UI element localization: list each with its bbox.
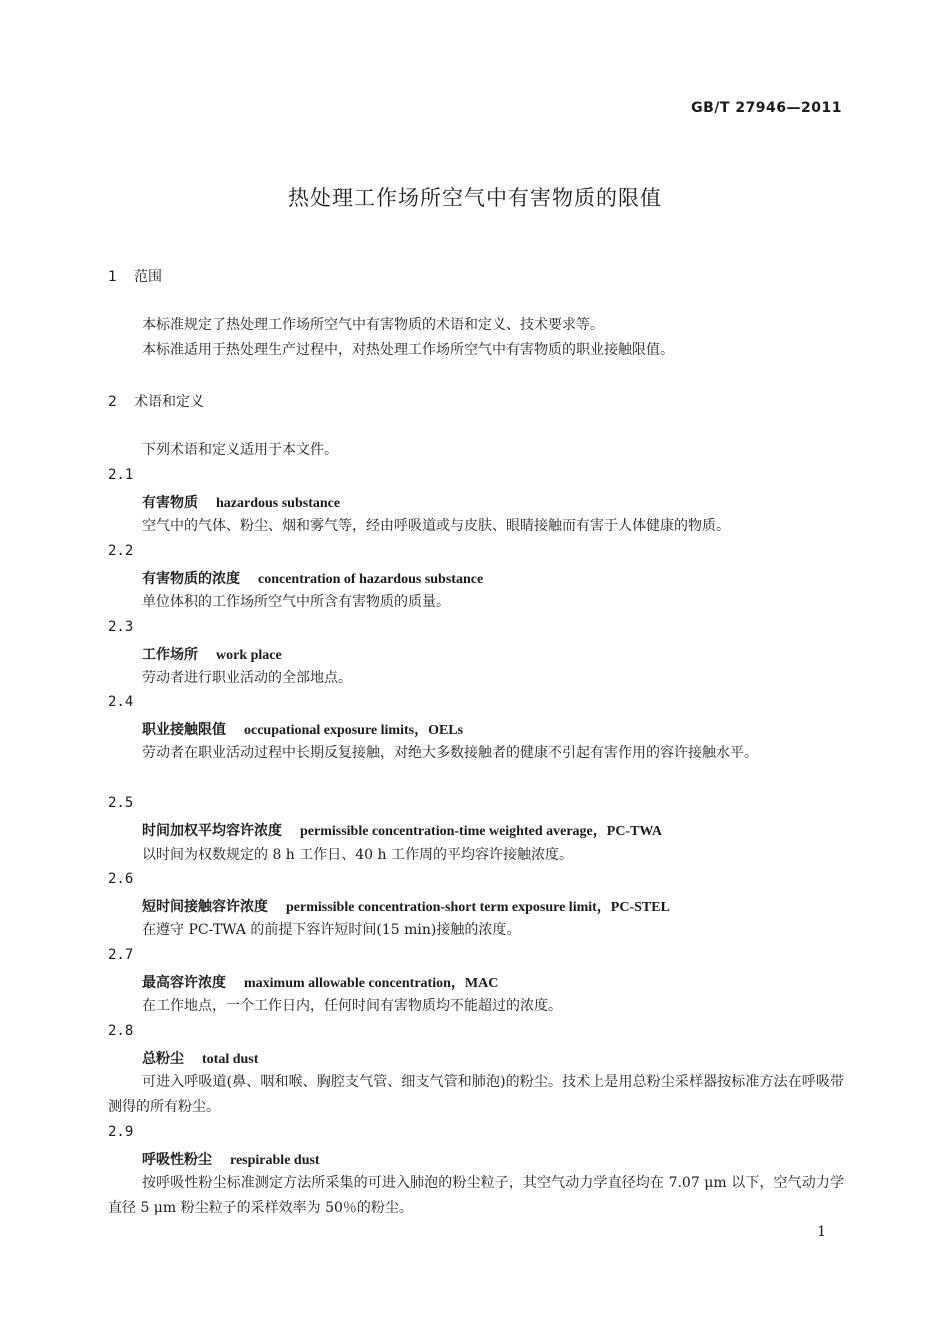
term-english: permissible concentration-short term exposure limit，PC-STEL (286, 900, 670, 915)
term-definition: 按呼吸性粉尘标准测定方法所采集的可进入肺泡的粉尘粒子，其空气动力学直径均在 7.07 μm 以下，空气动力学直径 5 μm 粉尘粒子的采样效率为 50％的粉尘。 (108, 1175, 844, 1216)
term-english: occupational exposure limits，OELs (244, 723, 464, 738)
term-definition: 可进入呼吸道(鼻、咽和喉、胸腔支气管、细支气管和肺泡)的粉尘。技术上是用总粉尘采样器按标准方法在呼吸带测得的所有粉尘。 (108, 1074, 844, 1115)
term-definition: 在遵守 PC-TWA 的前提下容许短时间(15 min)接触的浓度。 (142, 922, 521, 938)
term-definition: 在工作地点，一个工作日内，任何时间有害物质均不能超过的浓度。 (142, 998, 562, 1014)
section-title: 范围 (134, 269, 162, 285)
terms-intro: 下列术语和定义适用于本文件。 (142, 442, 338, 458)
term-heading (142, 896, 670, 916)
document-title: 热处理工作场所空气中有害物质的限值 (288, 186, 662, 210)
term-english: concentration of hazardous substance (258, 572, 484, 587)
term-english: respirable dust (230, 1153, 320, 1168)
term-number: 2.4 (108, 694, 134, 710)
term-number: 2.7 (108, 947, 134, 963)
term-heading (142, 568, 483, 588)
term-chinese: 有害物质 (142, 495, 198, 511)
page-number: 1 (817, 1224, 826, 1240)
term-english: maximum allowable concentration，MAC (244, 976, 499, 991)
term-heading (142, 719, 463, 739)
term-chinese: 工作场所 (142, 647, 198, 663)
term-english: hazardous substance (216, 496, 341, 511)
term-chinese: 职业接触限值 (142, 722, 226, 738)
term-chinese: 有害物质的浓度 (142, 571, 240, 587)
term-heading (142, 492, 340, 512)
term-number: 2.5 (108, 795, 134, 811)
section-2-heading (108, 391, 204, 411)
term-heading (142, 820, 662, 840)
section-number: 2 (108, 394, 117, 410)
term-number: 2.2 (108, 543, 134, 559)
term-definition: 以时间为权数规定的 8 h 工作日、40 h 工作周的平均容许接触浓度。 (142, 847, 574, 863)
term-definition: 单位体积的工作场所空气中所含有害物质的质量。 (142, 594, 450, 610)
term-chinese: 短时间接触容许浓度 (142, 899, 268, 915)
standard-code: GB/T 27946—2011 (691, 100, 842, 116)
term-heading (142, 972, 498, 992)
section-number: 1 (108, 269, 117, 285)
section-1-heading (108, 266, 162, 286)
term-english: work place (216, 648, 282, 663)
term-chinese: 时间加权平均容许浓度 (142, 823, 282, 839)
term-chinese: 总粉尘 (142, 1051, 184, 1067)
term-chinese: 呼吸性粉尘 (142, 1152, 212, 1168)
term-number: 2.8 (108, 1023, 134, 1039)
term-number: 2.9 (108, 1124, 134, 1140)
term-heading (142, 1149, 320, 1169)
term-english: total dust (202, 1052, 259, 1067)
section-title: 术语和定义 (134, 394, 204, 410)
term-heading (142, 644, 282, 664)
term-definition: 空气中的气体、粉尘、烟和雾气等，经由呼吸道或与皮肤、眼睛接触而有害于人体健康的物质。 (142, 518, 730, 534)
term-chinese: 最高容许浓度 (142, 975, 226, 991)
term-english: permissible concentration-time weighted average，PC-TWA (300, 824, 662, 839)
term-definition: 劳动者在职业活动过程中长期反复接触，对绝大多数接触者的健康不引起有害作用的容许接触水平。 (142, 745, 758, 761)
scope-paragraph: 本标准规定了热处理工作场所空气中有害物质的术语和定义、技术要求等。 (142, 317, 604, 333)
term-number: 2.3 (108, 619, 134, 635)
term-heading (142, 1048, 258, 1068)
term-definition: 劳动者进行职业活动的全部地点。 (142, 670, 352, 686)
term-number: 2.1 (108, 467, 134, 483)
term-number: 2.6 (108, 871, 134, 887)
scope-paragraph: 本标准适用于热处理生产过程中，对热处理工作场所空气中有害物质的职业接触限值。 (142, 342, 674, 358)
